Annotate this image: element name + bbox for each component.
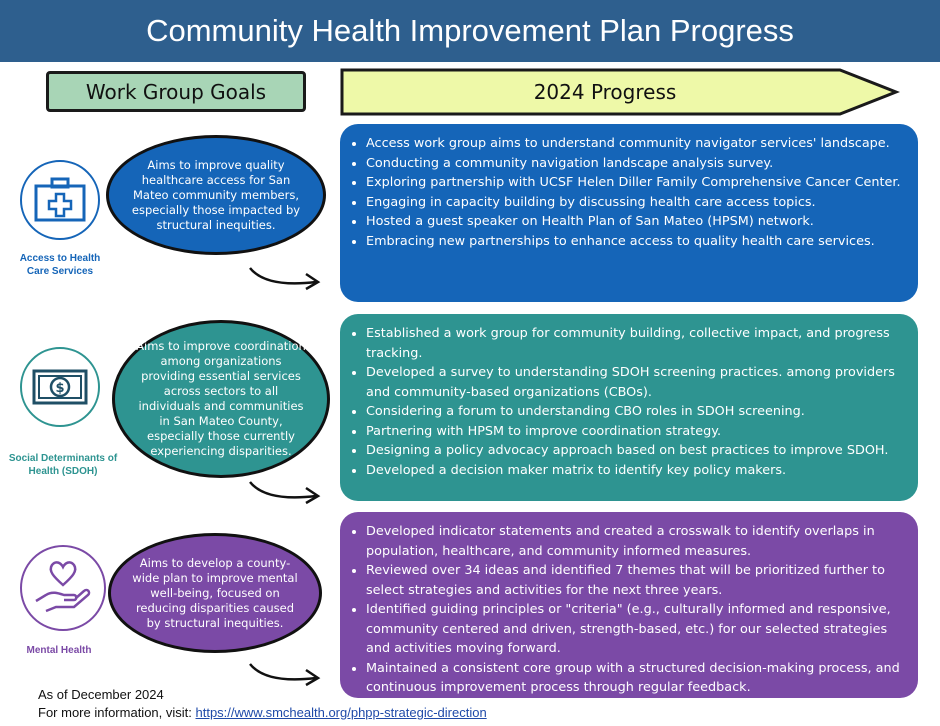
more-info-text: For more information, visit: [38,705,196,720]
progress-list-access [348,134,910,251]
list-item: • Engaging in capacity building by discussing health care access topics. [366,193,910,213]
page-title: Community Health Improvement Plan Progress [146,13,794,48]
list-item: • Established a work group for community building, collective impact, and progress tracking. [366,324,910,363]
progress-list-mental-health [348,522,910,698]
category-label-sdoh: Social Determinants of Health (SDOH) [8,453,118,477]
curved-arrow-icon [246,262,326,296]
list-item: • Conducting a community navigation landscape analysis survey. [366,154,910,174]
goal-sdoh: Aims to improve coordination among organizations providing essential services across sectors to all individuals and communities in San Mateo County, especially those currently experiencing disparities. [112,320,330,478]
progress-header-label: 2024 Progress [533,80,677,104]
progress-header [340,68,900,116]
work-group-goals-header: Work Group Goals [46,71,306,112]
curved-arrow-icon [246,476,326,510]
category-label-access: Access to Health Care Services [19,253,101,277]
list-item: • Exploring partnership with UCSF Helen Diller Family Comprehensive Cancer Center. [366,173,910,193]
list-item: • Developed a decision maker matrix to identify key policy makers. [366,461,910,481]
list-item: • Designing a policy advocacy approach based on best practices to improve SDOH. [366,441,910,461]
list-item: • Embracing new partnerships to enhance access to quality health care services. [366,232,910,252]
goal-mental-health: Aims to develop a county-wide plan to improve mental well-being, focused on reducing disparities caused by structural inequities. [108,533,322,653]
list-item: • Access work group aims to understand community navigator services' landscape. [366,134,910,154]
list-item: • Considering a forum to understanding CBO roles in SDOH screening. [366,402,910,422]
svg-text:$: $ [55,381,65,396]
progress-box-access [340,124,918,302]
progress-list-sdoh [348,324,910,480]
goal-access: Aims to improve quality healthcare access for San Mateo community members, especially those impacted by structural inequities. [106,135,326,255]
medical-kit-icon [20,160,100,240]
list-item: • Partnering with HPSM to improve coordination strategy. [366,422,910,442]
list-item: • Reviewed over 34 ideas and identified 7 themes that will be prioritized further to select strategies and activities for the next three years. [366,561,910,600]
list-item: • Developed indicator statements and created a crosswalk to identify overlaps in population, healthcare, and community informed measures. [366,522,910,561]
heart-in-hand-icon [20,545,106,631]
as-of-date: As of December 2024 [38,687,164,702]
progress-box-sdoh [340,314,918,501]
more-info-line [38,704,487,722]
list-item: • Developed a survey to understanding SDOH screening practices. among providers and community-based organizations (CBOs). [366,363,910,402]
dollar-bill-icon [20,347,100,427]
footer [38,686,487,722]
list-item: • Identified guiding principles or "criteria" (e.g., culturally informed and responsive, community centered and driven, strength-based, etc.) for our selected strategies and activities moving forward. [366,600,910,659]
category-label-mental-health: Mental Health [26,645,92,656]
progress-box-mental-health [340,512,918,698]
list-item: • Maintained a consistent core group with a structured decision-making process, and continuous improvement process through regular feedback. [366,659,910,698]
list-item: • Hosted a guest speaker on Health Plan of San Mateo (HPSM) network. [366,212,910,232]
strategic-direction-link[interactable]: https://www.smchealth.org/phpp-strategic-direction [195,705,487,720]
header-banner [0,0,940,62]
